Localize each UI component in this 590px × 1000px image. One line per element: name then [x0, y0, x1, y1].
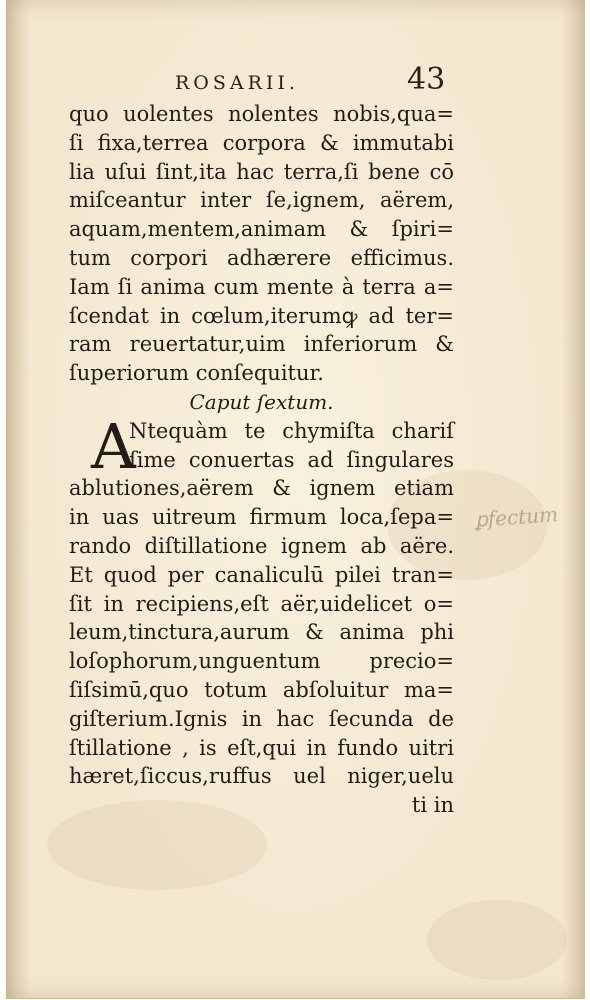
- text-line: aquam,mentem,animam & ſpiri=: [69, 217, 454, 242]
- text-line: quo uolentes nolentes nobis,qua=: [69, 102, 454, 126]
- book-page: [6, 0, 585, 999]
- text-line: ſit in recipiens,eſt aër,uidelicet o=: [69, 591, 454, 616]
- text-line: hæret,ſiccus,ruffus uel niger,uelu: [69, 764, 454, 789]
- paragraph-1: [69, 100, 454, 388]
- text-line: miſceantur inter ſe,ignem, aërem,: [69, 188, 454, 213]
- paper-stain: [427, 900, 567, 980]
- text-line: ſcendat in cœlum,iterumꝙ ad ter=: [69, 303, 454, 328]
- text-line: giſterium.Ignis in hac ſecunda de: [69, 706, 454, 731]
- text-line: Iam ſi anima cum mente à terra a=: [69, 274, 454, 299]
- text-line: ſi fixa,terrea corpora & immutabi: [69, 130, 454, 155]
- text-line: ſuperiorum conſequitur.: [69, 361, 324, 386]
- text-line: tum corpori adhærere efficimus.: [69, 245, 454, 270]
- text-line: lia uſui ſint,ita hac terra,ſi bene cō: [69, 159, 454, 184]
- chapter-heading: Caput ſextum.: [189, 389, 334, 414]
- catchword: ti in: [411, 793, 454, 818]
- margin-note: ꝑfectum: [474, 502, 559, 532]
- text-line: leum,tinctura,aurum & anima phi: [69, 620, 454, 645]
- text-line: in uas uitreum firmum loca,ſepa=: [69, 505, 454, 530]
- page-header: [175, 62, 455, 102]
- text-line: ablutiones,aërem & ignem etiam: [69, 476, 454, 501]
- drop-cap: A: [91, 409, 136, 483]
- text-line: Et quod per canaliculū pilei tran=: [69, 562, 454, 587]
- text-line: loſophorum,unguentum precio=: [69, 649, 454, 674]
- text-line: ſtillatione , is eſt,qui in fundo uitri: [69, 735, 454, 760]
- running-title: ROSARII.: [175, 72, 299, 94]
- text-line: rando diſtillatione ignem ab aëre.: [69, 533, 454, 558]
- text-line: ſiſsimū,quo totum abſoluitur ma=: [69, 677, 454, 702]
- paragraph-2: [69, 409, 454, 791]
- text-block: [69, 100, 454, 820]
- text-line: ſime conuertas ad ſingulares: [129, 447, 454, 472]
- page-number: 43: [407, 62, 446, 97]
- text-line: Ntequàm te chymiſta chariſ: [129, 418, 454, 443]
- text-line: ram reuertatur,uim inferiorum &: [69, 332, 454, 357]
